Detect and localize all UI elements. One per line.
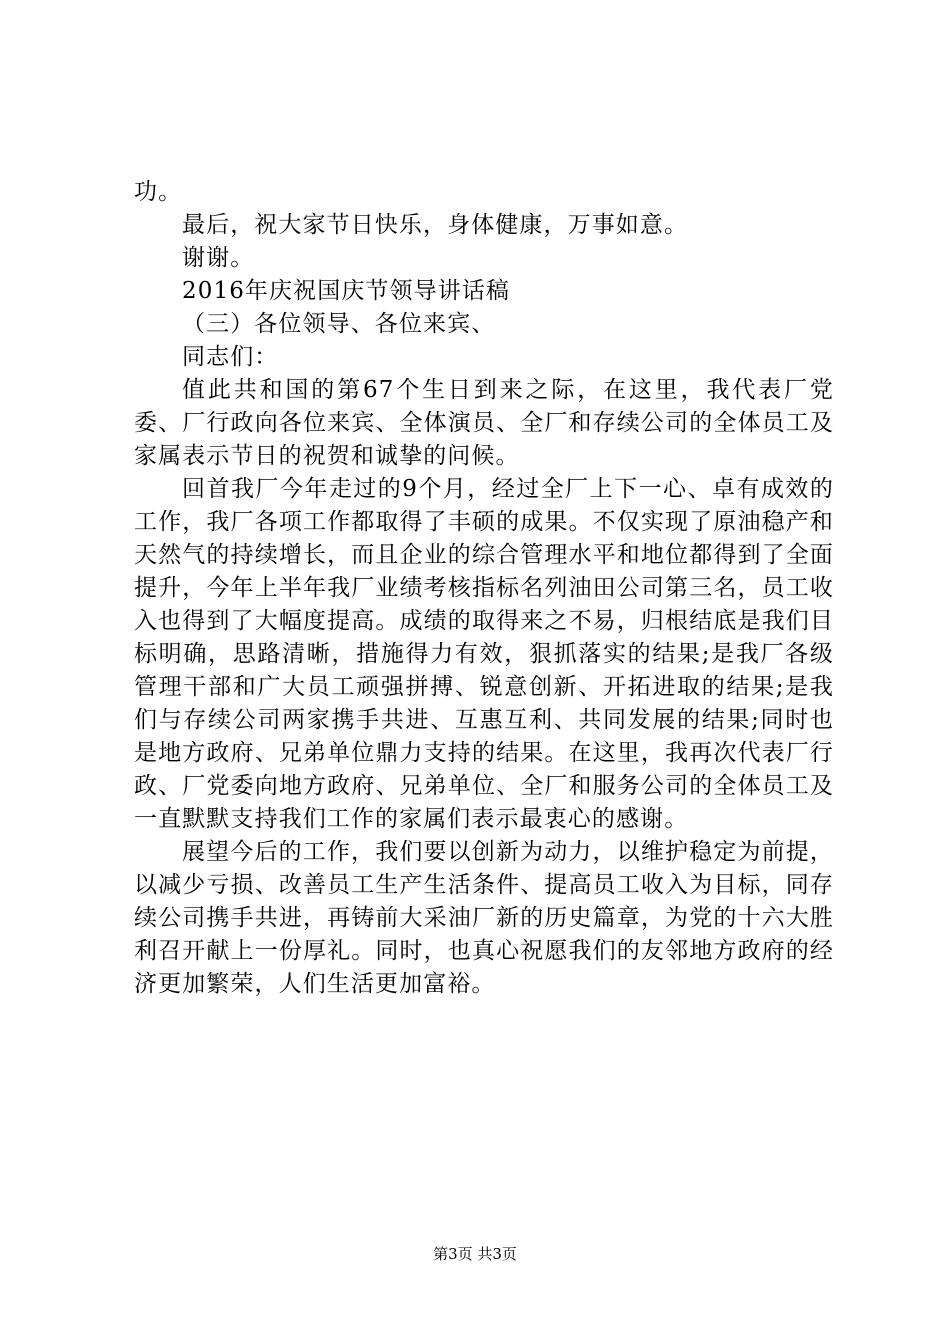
paragraph-fragment: 功。: [134, 179, 183, 205]
paragraph-review: 回首我厂今年走过的9个月，经过全厂上下一心、卓有成效的工作，我厂各项工作都取得了丰硕的成果。不仅实现了原油稳产和天然气的持续增长，而且企业的综合管理水平和地位都得到了全面提升，今年上半年我厂业绩考核指标名列油田公司第三名，员工收入也得到了大幅度提高。成绩的取得来之不易，归根结底是我们目标明确，思路清晰，措施得力有效，狠抓落实的结果;是我厂各级管理干部和广大员工顽强拼搏、锐意创新、开拓进取的结果;是我们与存续公司两家携手共进、互惠互利、共同发展的结果;同时也是地方政府、兄弟单位鼎力支持的结果。在这里，我再次代表厂行政、厂党委向地方政府、兄弟单位、全厂和服务公司的全体员工及一直默默支持我们工作的家属们表示最衷心的感谢。: [134, 476, 834, 832]
paragraph-greeting: 值此共和国的第67个生日到来之际，在这里，我代表厂党委、厂行政向各位来宾、全体演员、全厂和存续公司的全体员工及家属表示节日的祝贺和诚挚的问候。: [134, 377, 834, 469]
salutation-guests: （三）各位领导、各位来宾、: [182, 311, 496, 337]
document-body: [134, 176, 834, 1001]
page-footer: [0, 1244, 950, 1264]
salutation-comrades: 同志们：: [182, 344, 279, 370]
speech-title: 2016年庆祝国庆节领导讲话稿: [182, 278, 511, 304]
paragraph-closing-wishes: 最后，祝大家节日快乐，身体健康，万事如意。: [182, 212, 689, 238]
paragraph-outlook: 展望今后的工作，我们要以创新为动力，以维护稳定为前提，以减少亏损、改善员工生产生活条件、提高员工收入为目标，同存续公司携手共进，再铸前大采油厂新的历史篇章，为党的十六大胜利召开献上一份厚礼。同时，也真心祝愿我们的友邻地方政府的经济更加繁荣，人们生活更加富裕。: [134, 839, 834, 997]
paragraph-thanks: 谢谢。: [182, 245, 255, 271]
page-number-label: 第3页 共3页: [433, 1245, 517, 1263]
